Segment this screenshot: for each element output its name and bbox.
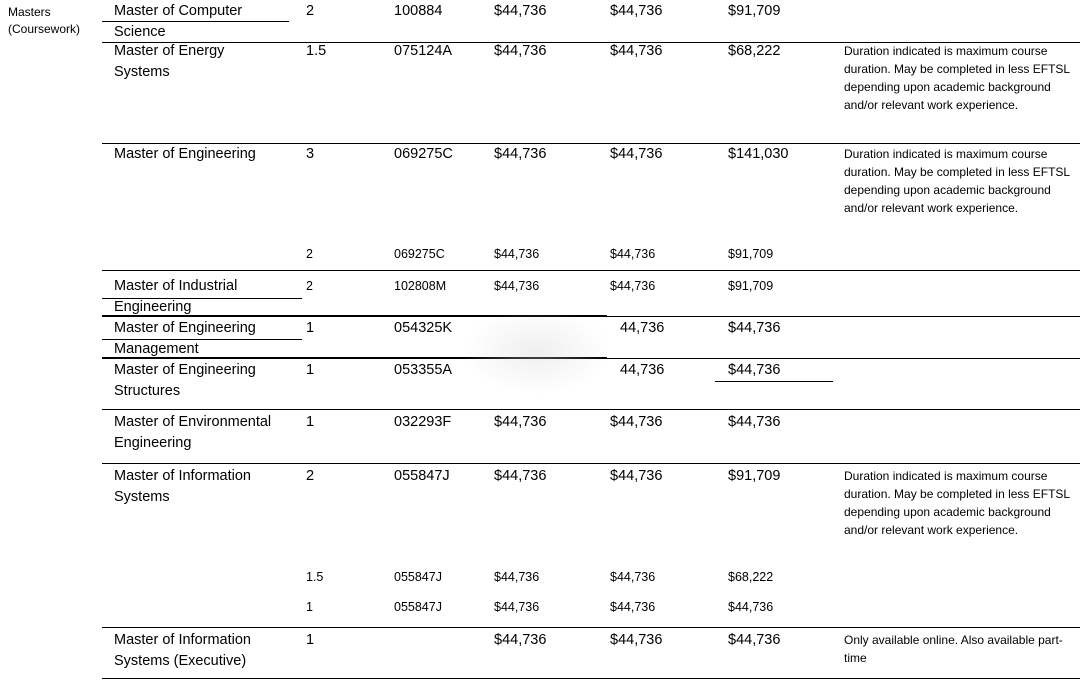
duration-cell: 3	[306, 146, 315, 162]
note-cell: Only available online. Also available part-time	[844, 633, 1063, 665]
row-divider	[102, 627, 1080, 628]
fee-year-1-cell: $44,736	[494, 43, 547, 59]
scan-smudge	[462, 315, 612, 395]
fee-year-1-cell: $44,736	[494, 247, 540, 261]
duration-cell: 2	[306, 468, 315, 484]
fee-year-2-cell: 44,736	[620, 320, 665, 336]
course-name: Master of Engineering Structures	[114, 362, 256, 399]
category-label: Masters (Coursework)	[8, 5, 81, 36]
total-fee-cell: $44,736	[728, 600, 774, 614]
duration-cell: 1.5	[306, 43, 327, 59]
total-fee-cell: $91,709	[728, 3, 781, 19]
fee-year-2-cell: 44,736	[620, 362, 665, 378]
course-code-cell: 055847J	[394, 570, 442, 584]
fee-year-1-cell: $44,736	[494, 570, 540, 584]
total-fee-cell: $44,736	[728, 362, 781, 378]
total-fee-cell: $44,736	[728, 320, 781, 336]
course-code-cell: 032293F	[394, 414, 452, 430]
total-fee-cell: $91,709	[728, 468, 781, 484]
duration-cell: 1	[306, 414, 315, 430]
course-code-cell: 055847J	[394, 600, 442, 614]
fee-year-2-cell: $44,736	[610, 600, 656, 614]
duration-cell: 2	[306, 3, 315, 19]
row-divider	[102, 678, 1080, 679]
course-name: Master of Engineering Management	[114, 320, 256, 357]
fee-year-2-cell: $44,736	[610, 3, 663, 19]
row-divider	[102, 270, 1080, 271]
duration-cell: 1.5	[306, 570, 324, 584]
duration-cell: 1	[306, 362, 315, 378]
fee-year-1-cell: $44,736	[494, 3, 547, 19]
course-name: Master of Engineering	[114, 146, 256, 162]
fee-year-1-cell: $44,736	[494, 468, 547, 484]
course-name: Master of Computer Science	[114, 3, 243, 40]
course-name: Master of Industrial Engineering	[114, 278, 238, 315]
row-divider	[102, 409, 1080, 410]
duration-cell: 1	[306, 632, 315, 648]
course-name: Master of Information Systems (Executive)	[114, 632, 251, 669]
duration-cell: 2	[306, 247, 313, 261]
fee-year-1-cell: $44,736	[494, 146, 547, 162]
fee-year-1-cell: $44,736	[494, 279, 540, 293]
note-cell: Duration indicated is maximum course duration. May be completed in less EFTSL depending upon academic background and/or relevant work experience.	[844, 44, 1070, 112]
fee-year-2-cell: $44,736	[610, 570, 656, 584]
total-fee-cell: $141,030	[728, 146, 789, 162]
total-fee-cell: $91,709	[728, 247, 774, 261]
duration-cell: 1	[306, 600, 313, 614]
total-fee-cell: $68,222	[728, 43, 781, 59]
course-code-cell: 054325K	[394, 320, 453, 336]
course-code-cell: 102808M	[394, 279, 447, 293]
fee-year-2-cell: $44,736	[610, 247, 656, 261]
course-name: Master of Environmental Engineering	[114, 414, 272, 451]
duration-cell: 2	[306, 279, 313, 293]
fee-year-2-cell: $44,736	[610, 279, 656, 293]
course-name: Master of Information Systems	[114, 468, 251, 505]
row-divider	[715, 381, 833, 382]
course-code-cell: 055847J	[394, 468, 450, 484]
course-code-cell: 100884	[394, 3, 443, 19]
course-code-cell: 069275C	[394, 146, 453, 162]
fee-year-2-cell: $44,736	[610, 146, 663, 162]
row-divider	[102, 463, 1080, 464]
fee-year-2-cell: $44,736	[610, 414, 663, 430]
note-cell: Duration indicated is maximum course duration. May be completed in less EFTSL depending upon academic background and/or relevant work experience.	[844, 147, 1070, 215]
fee-year-2-cell: $44,736	[610, 632, 663, 648]
course-name: Master of Energy Systems	[114, 43, 225, 80]
course-code-cell: 053355A	[394, 362, 453, 378]
course-code-cell: 069275C	[394, 247, 445, 261]
course-code-cell: 075124A	[394, 43, 453, 59]
fee-year-1-cell: $44,736	[494, 600, 540, 614]
fee-year-1-cell: $44,736	[494, 414, 547, 430]
total-fee-cell: $68,222	[728, 570, 774, 584]
total-fee-cell: $44,736	[728, 632, 781, 648]
fee-year-2-cell: $44,736	[610, 468, 663, 484]
fee-year-2-cell: $44,736	[610, 43, 663, 59]
fee-year-1-cell: $44,736	[494, 632, 547, 648]
total-fee-cell: $91,709	[728, 279, 774, 293]
total-fee-cell: $44,736	[728, 414, 781, 430]
duration-cell: 1	[306, 320, 315, 336]
note-cell: Duration indicated is maximum course duration. May be completed in less EFTSL depending upon academic background and/or relevant work experience.	[844, 469, 1070, 537]
